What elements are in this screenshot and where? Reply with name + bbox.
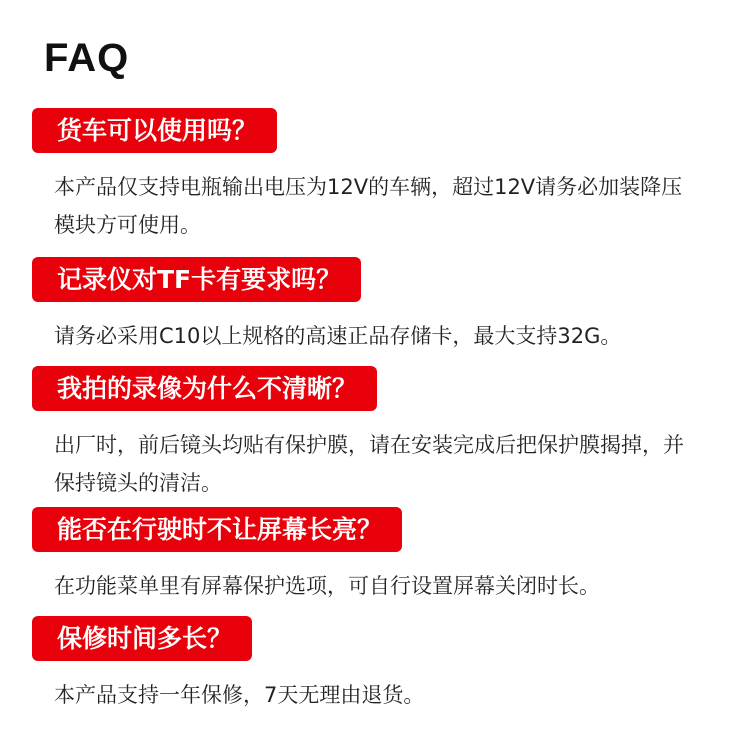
faq-question: 记录仪对TF卡有要求吗？	[32, 257, 361, 302]
faq-item-video-clarity	[32, 366, 722, 502]
faq-question: 货车可以使用吗？	[32, 108, 277, 153]
faq-item-truck	[32, 108, 722, 244]
faq-item-screen	[32, 507, 722, 605]
faq-question: 能否在行驶时不让屏幕长亮？	[32, 507, 402, 552]
faq-answer: 请务必采用C10以上规格的高速正品存储卡，最大支持32G。	[54, 324, 622, 348]
faq-answer: 出厂时，前后镜头均贴有保护膜，请在安装完成后把保护膜揭掉，并保持镜头的清洁。	[54, 433, 684, 495]
faq-question: 保修时间多长？	[32, 616, 252, 661]
faq-answer: 本产品仅支持电瓶输出电压为12V的车辆，超过12V请务必加装降压模块方可使用。	[54, 175, 683, 237]
faq-item-tf-card	[32, 257, 722, 355]
faq-answer: 本产品支持一年保修，7天无理由退货。	[54, 683, 425, 707]
page-title: FAQ	[44, 36, 130, 80]
faq-question: 我拍的录像为什么不清晰？	[32, 366, 377, 411]
faq-item-warranty	[32, 616, 722, 714]
faq-answer: 在功能菜单里有屏幕保护选项，可自行设置屏幕关闭时长。	[54, 574, 600, 598]
